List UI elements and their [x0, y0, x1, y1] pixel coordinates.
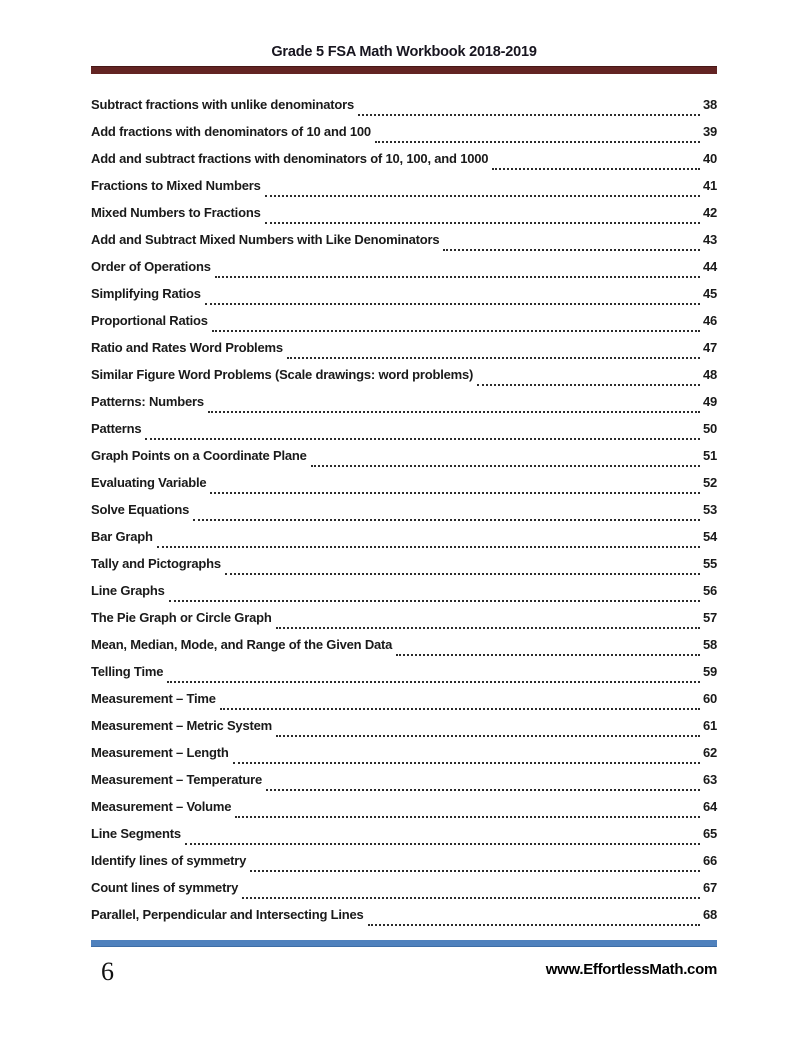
- toc-row: [91, 637, 717, 664]
- toc-row: [91, 97, 717, 124]
- dot-leader: [145, 438, 700, 440]
- toc-entry-page: 40: [702, 151, 717, 166]
- toc-row: [91, 151, 717, 178]
- dot-leader: [492, 168, 700, 170]
- header-rule: [91, 66, 717, 74]
- toc-entry-page: 55: [702, 556, 717, 571]
- toc-entry-title: Patterns: Numbers: [91, 394, 204, 409]
- toc-entry-title: Evaluating Variable: [91, 475, 207, 490]
- toc-row: [91, 340, 717, 367]
- dot-leader: [220, 708, 700, 710]
- dot-leader: [443, 249, 700, 251]
- toc-row: [91, 772, 717, 799]
- dot-leader: [265, 195, 700, 197]
- footer-rule: [91, 940, 717, 947]
- toc-entry-page: 65: [702, 826, 717, 841]
- toc-entry-page: 38: [702, 97, 717, 112]
- toc-row: [91, 313, 717, 340]
- toc-entry-title: Tally and Pictographs: [91, 556, 221, 571]
- dot-leader: [276, 735, 700, 737]
- toc-entry-title: Mean, Median, Mode, and Range of the Given Data: [91, 637, 393, 652]
- toc-entry-title: Identify lines of symmetry: [91, 853, 247, 868]
- toc-entry-page: 58: [702, 637, 717, 652]
- toc-entry-page: 54: [702, 529, 717, 544]
- toc-entry-title: Subtract fractions with unlike denominators: [91, 97, 354, 112]
- dot-leader: [185, 843, 700, 845]
- toc-entry-title: Count lines of symmetry: [91, 880, 239, 895]
- toc-entry-page: 56: [702, 583, 717, 598]
- toc-row: [91, 448, 717, 475]
- toc-entry-title: Measurement – Metric System: [91, 718, 273, 733]
- toc-entry-page: 62: [702, 745, 717, 760]
- toc-entry-title: Add and subtract fractions with denominators of 10, 100, and 1000: [91, 151, 489, 166]
- dot-leader: [225, 573, 700, 575]
- book-title: Grade 5 FSA Math Workbook 2018-2019: [271, 44, 537, 60]
- toc-entry-page: 41: [702, 178, 717, 193]
- dot-leader: [157, 546, 700, 548]
- toc-row: [91, 205, 717, 232]
- toc-entry-title: Measurement – Length: [91, 745, 229, 760]
- toc-entry-page: 68: [702, 907, 717, 922]
- toc-entry-title: Bar Graph: [91, 529, 153, 544]
- toc-row: [91, 691, 717, 718]
- dot-leader: [287, 357, 700, 359]
- dot-leader: [235, 816, 700, 818]
- toc-entry-page: 44: [702, 259, 717, 274]
- toc-entry-title: Proportional Ratios: [91, 313, 208, 328]
- page-header: [91, 0, 717, 74]
- toc-entry-page: 57: [702, 610, 717, 625]
- dot-leader: [368, 924, 700, 926]
- dot-leader: [396, 654, 700, 656]
- toc-row: [91, 421, 717, 448]
- toc-entry-page: 50: [702, 421, 717, 436]
- toc-entry-page: 61: [702, 718, 717, 733]
- toc-entry-page: 67: [702, 880, 717, 895]
- toc-entry-page: 45: [702, 286, 717, 301]
- toc-entry-page: 60: [702, 691, 717, 706]
- toc-entry-title: Ratio and Rates Word Problems: [91, 340, 283, 355]
- dot-leader: [266, 789, 700, 791]
- dot-leader: [477, 384, 700, 386]
- toc-row: [91, 367, 717, 394]
- toc-entry-title: Measurement – Volume: [91, 799, 232, 814]
- toc-row: [91, 556, 717, 583]
- dot-leader: [167, 681, 700, 683]
- toc-row: [91, 502, 717, 529]
- toc-entry-title: Graph Points on a Coordinate Plane: [91, 448, 307, 463]
- footer-bar: [91, 957, 717, 987]
- toc-entry-title: Line Segments: [91, 826, 181, 841]
- toc-entry-title: Fractions to Mixed Numbers: [91, 178, 261, 193]
- toc-entry-title: Order of Operations: [91, 259, 211, 274]
- toc-row: [91, 178, 717, 205]
- toc-entry-title: Measurement – Time: [91, 691, 216, 706]
- toc-entry-page: 53: [702, 502, 717, 517]
- toc-row: [91, 475, 717, 502]
- toc-entry-title: Similar Figure Word Problems (Scale drawings: word problems): [91, 367, 474, 382]
- page-footer: [91, 940, 717, 1045]
- toc-row: [91, 124, 717, 151]
- toc-entry-page: 59: [702, 664, 717, 679]
- toc-row: [91, 907, 717, 934]
- toc-entry-page: 51: [702, 448, 717, 463]
- toc-entry-title: Parallel, Perpendicular and Intersecting Lines: [91, 907, 364, 922]
- page-number: 6: [101, 957, 114, 986]
- dot-leader: [250, 870, 700, 872]
- toc-entry-page: 39: [702, 124, 717, 139]
- toc-entry-title: Solve Equations: [91, 502, 190, 517]
- toc-entry-title: Add fractions with denominators of 10 and 100: [91, 124, 371, 139]
- toc-entry-title: Mixed Numbers to Fractions: [91, 205, 261, 220]
- toc-entry-title: Line Graphs: [91, 583, 165, 598]
- dot-leader: [212, 330, 700, 332]
- dot-leader: [358, 114, 700, 116]
- toc-entry-page: 49: [702, 394, 717, 409]
- website-link[interactable]: www.EffortlessMath.com: [545, 961, 717, 978]
- toc-row: [91, 745, 717, 772]
- dot-leader: [311, 465, 700, 467]
- toc-entry-title: Measurement – Temperature: [91, 772, 263, 787]
- toc-row: [91, 529, 717, 556]
- toc-entry-title: The Pie Graph or Circle Graph: [91, 610, 272, 625]
- toc-row: [91, 259, 717, 286]
- toc-row: [91, 664, 717, 691]
- toc-entry-page: 63: [702, 772, 717, 787]
- dot-leader: [210, 492, 700, 494]
- toc-entry-page: 64: [702, 799, 717, 814]
- toc-entry-page: 52: [702, 475, 717, 490]
- toc-entry-page: 66: [702, 853, 717, 868]
- toc-entry-page: 42: [702, 205, 717, 220]
- toc-row: [91, 610, 717, 637]
- toc-row: [91, 799, 717, 826]
- dot-leader: [233, 762, 700, 764]
- dot-leader: [242, 897, 700, 899]
- dot-leader: [169, 600, 700, 602]
- toc-entry-page: 47: [702, 340, 717, 355]
- dot-leader: [208, 411, 700, 413]
- toc-entry-page: 48: [702, 367, 717, 382]
- dot-leader: [205, 303, 700, 305]
- toc-entry-page: 43: [702, 232, 717, 247]
- toc-row: [91, 583, 717, 610]
- toc-entry-title: Simplifying Ratios: [91, 286, 201, 301]
- toc-row: [91, 853, 717, 880]
- dot-leader: [265, 222, 700, 224]
- toc-row: [91, 826, 717, 853]
- toc-row: [91, 286, 717, 313]
- toc-row: [91, 232, 717, 259]
- toc-row: [91, 880, 717, 907]
- dot-leader: [375, 141, 700, 143]
- toc-row: [91, 394, 717, 421]
- dot-leader: [276, 627, 700, 629]
- toc-list: [91, 97, 717, 934]
- dot-leader: [193, 519, 700, 521]
- dot-leader: [215, 276, 700, 278]
- toc-entry-title: Add and Subtract Mixed Numbers with Like Denominators: [91, 232, 440, 247]
- toc-entry-title: Patterns: [91, 421, 142, 436]
- toc-entry-page: 46: [702, 313, 717, 328]
- toc-entry-title: Telling Time: [91, 664, 164, 679]
- toc-row: [91, 718, 717, 745]
